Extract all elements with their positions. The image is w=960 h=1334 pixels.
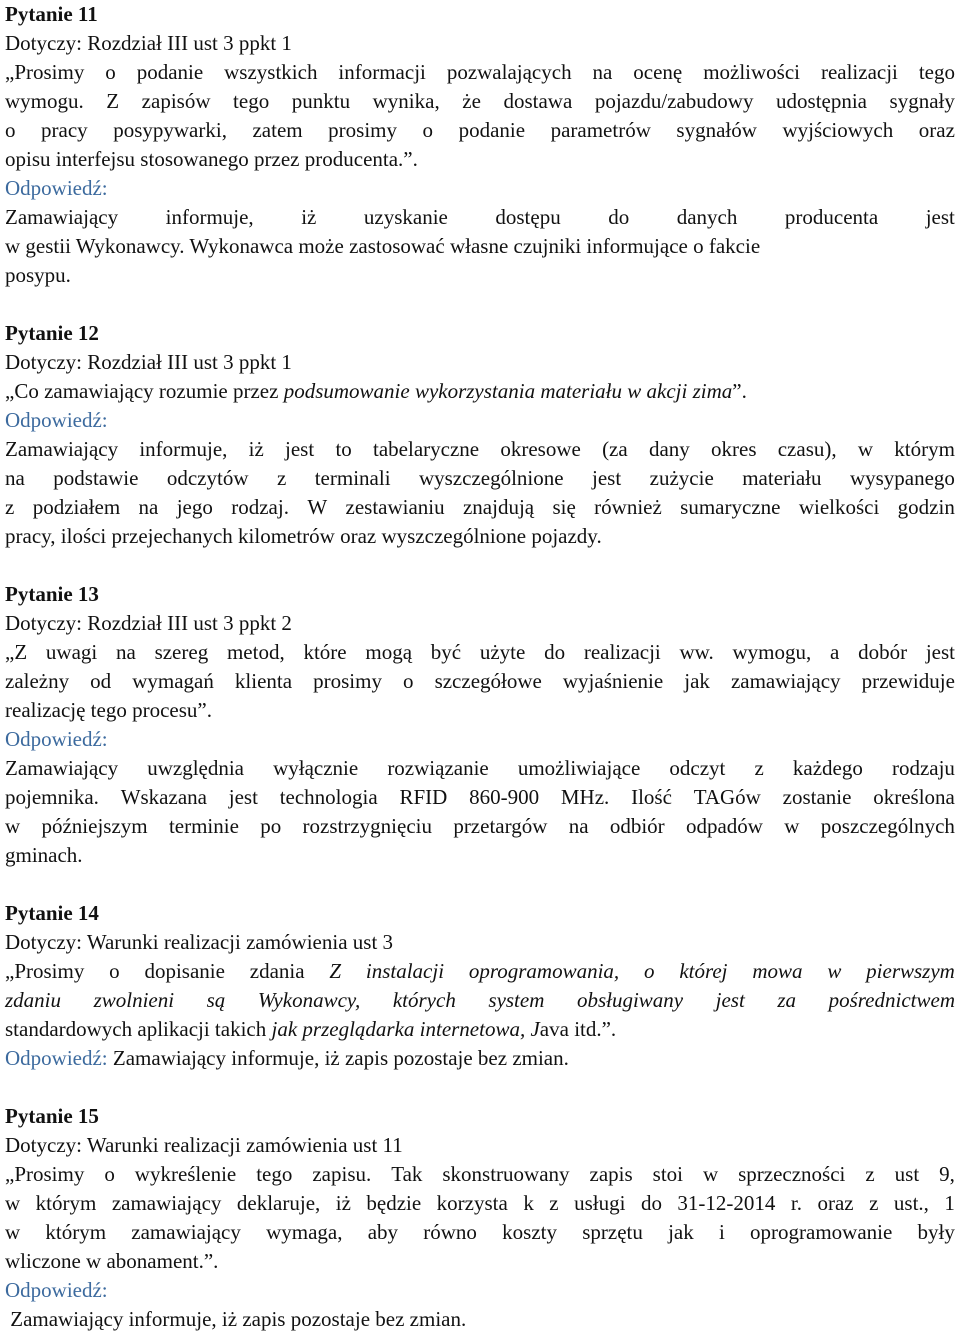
question-concerns: Dotyczy: Rozdział III ust 3 ppkt 1: [5, 31, 292, 55]
question-text-line: wliczone w abonament.”.: [5, 1249, 219, 1273]
answer-text-line: Zamawiający informuje, iż zapis pozostaje bez zmian.: [5, 1307, 467, 1331]
answer-label: Odpowiedź:: [5, 1278, 108, 1302]
answer-label: Odpowiedź:: [5, 727, 108, 751]
question-title: Pytanie 12: [5, 321, 99, 345]
question-title: Pytanie 13: [5, 582, 99, 606]
question-text-line: zdaniu zwolnieni są Wykonawcy, których system obsługiwany jest za pośrednictwem: [5, 988, 955, 1012]
answer-text-line: Zamawiający informuje, iż uzyskanie dostępu do danych producenta jest: [5, 205, 955, 229]
question-text-line: w którym zamawiający wymaga, aby równo koszty sprzętu jak i oprogramowanie były: [5, 1220, 955, 1244]
question-text-line: zależny od wymagań klienta prosimy o szczegółowe wyjaśnienie jak zamawiający przewiduje: [5, 669, 955, 693]
question-concerns: Dotyczy: Warunki realizacji zamówienia ust 11: [5, 1133, 403, 1157]
question-13: [5, 580, 955, 870]
question-concerns: Dotyczy: Warunki realizacji zamówienia ust 3: [5, 930, 394, 954]
question-title: Pytanie 11: [5, 2, 98, 26]
question-text-line: w którym zamawiający deklaruje, iż będzie korzysta k z usługi do 31-12-2014 r. oraz z ust., 1: [5, 1191, 955, 1215]
answer-text-line: gminach.: [5, 843, 83, 867]
answer-line: [5, 1044, 955, 1073]
question-14: [5, 899, 955, 1073]
answer-label: Odpowiedź:: [5, 1046, 108, 1070]
answer-text-line: w późniejszym terminie po rozstrzygnięciu przetargów na odbiór odpadów w poszczególnych: [5, 814, 955, 838]
answer-label: Odpowiedź:: [5, 408, 108, 432]
question-15: [5, 1102, 955, 1334]
answer-text-line: Zamawiający uwzględnia wyłącznie rozwiązanie umożliwiające odczyt z każdego rodzaju: [5, 756, 955, 780]
question-concerns: Dotyczy: Rozdział III ust 3 ppkt 2: [5, 611, 292, 635]
answer-text-line: na podstawie odczytów z terminali wyszczególnione jest zużycie materiału wysypanego: [5, 466, 955, 490]
question-text-line: „Prosimy o dopisanie zdania Z instalacji oprogramowania, o której mowa w pierwszym: [5, 959, 955, 983]
question-text-line: „Co zamawiający rozumie przez podsumowanie wykorzystania materiału w akcji zima”.: [5, 379, 747, 403]
question-title: Pytanie 15: [5, 1104, 99, 1128]
question-text-line: „Prosimy o wykreślenie tego zapisu. Tak skonstruowany zapis stoi w sprzeczności z ust 9,: [5, 1162, 955, 1186]
question-text-line: o pracy posypywarki, zatem prosimy o podanie parametrów sygnałów wyjściowych oraz: [5, 118, 955, 142]
answer-text-line: w gestii Wykonawcy. Wykonawca może zastosować własne czujniki informujące o fakcie: [5, 234, 761, 258]
question-12: [5, 319, 955, 551]
question-text-line: „Prosimy o podanie wszystkich informacji pozwalających na ocenę możliwości realizacji tego: [5, 60, 955, 84]
answer-text-line: Zamawiający informuje, iż jest to tabelaryczne okresowe (za dany okres czasu), w którym: [5, 437, 955, 461]
answer-text-line: pojemnika. Wskazana jest technologia RFID 860-900 MHz. Ilość TAGów zostanie określona: [5, 785, 955, 809]
answer-text-line: z podziałem na jego rodzaj. W zestawianiu znajdują się również sumaryczne wielkości godzin: [5, 495, 955, 519]
document-page: [5, 0, 955, 1334]
question-concerns: Dotyczy: Rozdział III ust 3 ppkt 1: [5, 350, 292, 374]
question-text-line: realizację tego procesu”.: [5, 698, 212, 722]
question-11: [5, 0, 955, 290]
answer-text-line: pracy, ilości przejechanych kilometrów oraz wyszczególnione pojazdy.: [5, 524, 602, 548]
question-text-line: opisu interfejsu stosowanego przez producenta.”.: [5, 147, 418, 171]
question-text-line: standardowych aplikacji takich jak przeglądarka internetowa, Java itd.”.: [5, 1017, 617, 1041]
answer-text-line: posypu.: [5, 263, 71, 287]
answer-label: Odpowiedź:: [5, 176, 108, 200]
question-title: Pytanie 14: [5, 901, 99, 925]
question-text-line: wymogu. Z zapisów tego punktu wynika, że dostawa pojazdu/zabudowy udostępnia sygnały: [5, 89, 955, 113]
answer-text: Zamawiający informuje, iż zapis pozostaje bez zmian.: [107, 1046, 569, 1070]
question-text-line: „Z uwagi na szereg metod, które mogą być użyte do realizacji ww. wymogu, a dobór jest: [5, 640, 955, 664]
